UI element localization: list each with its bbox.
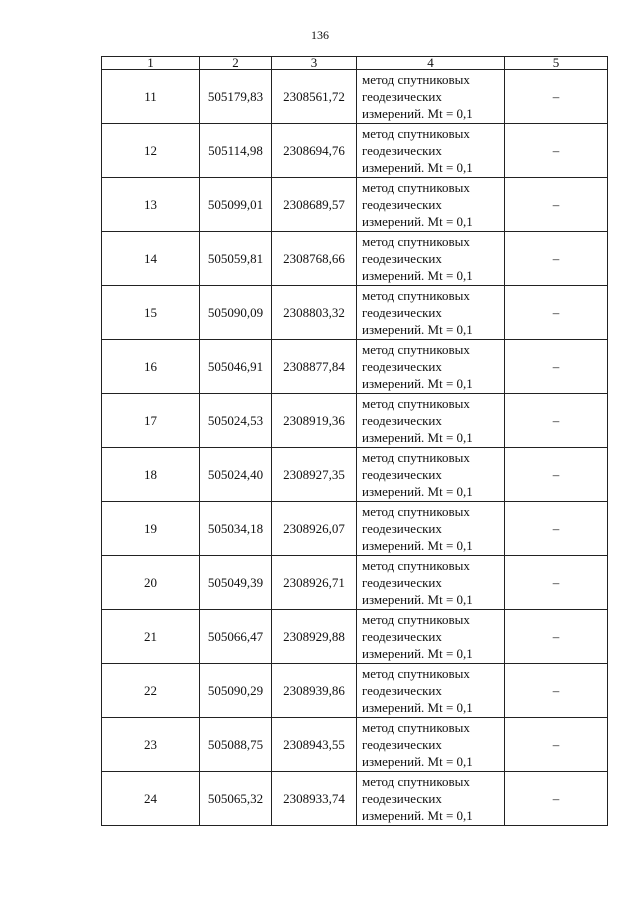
point-number-cell: 11	[102, 70, 200, 124]
y-coordinate-cell: 2308939,86	[272, 664, 357, 718]
method-text-line: метод спутниковых	[362, 342, 470, 357]
note-cell: –	[505, 394, 608, 448]
method-cell	[357, 610, 505, 664]
y-coordinate-cell: 2308803,32	[272, 286, 357, 340]
table-body	[102, 70, 608, 826]
method-text-line: метод спутниковых	[362, 396, 470, 411]
method-cell	[357, 556, 505, 610]
method-text-line: метод спутниковых	[362, 666, 470, 681]
method-cell	[357, 178, 505, 232]
table-row	[102, 772, 608, 826]
method-cell	[357, 394, 505, 448]
method-text-line: метод спутниковых	[362, 774, 470, 789]
page-number: 136	[311, 28, 329, 42]
method-text-line: измерений. Mt = 0,1	[362, 538, 473, 553]
note-cell: –	[505, 772, 608, 826]
point-number-cell: 17	[102, 394, 200, 448]
method-cell	[357, 286, 505, 340]
point-number-cell: 12	[102, 124, 200, 178]
method-text-line: измерений. Mt = 0,1	[362, 376, 473, 391]
point-number-cell: 19	[102, 502, 200, 556]
x-coordinate-cell: 505179,83	[200, 70, 272, 124]
point-number-cell: 15	[102, 286, 200, 340]
x-coordinate-cell: 505049,39	[200, 556, 272, 610]
column-header: 1	[102, 57, 200, 70]
note-cell: –	[505, 610, 608, 664]
method-cell	[357, 664, 505, 718]
column-header: 5	[505, 57, 608, 70]
y-coordinate-cell: 2308877,84	[272, 340, 357, 394]
method-text-line: геодезических	[362, 791, 442, 806]
method-cell	[357, 340, 505, 394]
method-text-line: измерений. Mt = 0,1	[362, 646, 473, 661]
method-text-line: измерений. Mt = 0,1	[362, 700, 473, 715]
method-text-line: геодезических	[362, 413, 442, 428]
x-coordinate-cell: 505024,53	[200, 394, 272, 448]
method-text-line: измерений. Mt = 0,1	[362, 484, 473, 499]
x-coordinate-cell: 505024,40	[200, 448, 272, 502]
method-text-line: метод спутниковых	[362, 720, 470, 735]
method-text-line: геодезических	[362, 359, 442, 374]
method-cell	[357, 502, 505, 556]
method-text-line: измерений. Mt = 0,1	[362, 214, 473, 229]
method-text-line: измерений. Mt = 0,1	[362, 322, 473, 337]
point-number-cell: 22	[102, 664, 200, 718]
method-text-line: геодезических	[362, 737, 442, 752]
y-coordinate-cell: 2308927,35	[272, 448, 357, 502]
note-cell: –	[505, 448, 608, 502]
y-coordinate-cell: 2308926,71	[272, 556, 357, 610]
method-text-line: геодезических	[362, 305, 442, 320]
column-header: 2	[200, 57, 272, 70]
x-coordinate-cell: 505046,91	[200, 340, 272, 394]
table-row	[102, 340, 608, 394]
method-text-line: геодезических	[362, 521, 442, 536]
method-text-line: геодезических	[362, 251, 442, 266]
table-row	[102, 448, 608, 502]
table-row	[102, 70, 608, 124]
method-text-line: метод спутниковых	[362, 72, 470, 87]
table-row	[102, 178, 608, 232]
method-text-line: метод спутниковых	[362, 234, 470, 249]
method-text-line: геодезических	[362, 683, 442, 698]
method-text-line: метод спутниковых	[362, 126, 470, 141]
method-cell	[357, 124, 505, 178]
point-number-cell: 18	[102, 448, 200, 502]
table-row	[102, 556, 608, 610]
method-cell	[357, 70, 505, 124]
point-number-cell: 20	[102, 556, 200, 610]
y-coordinate-cell: 2308926,07	[272, 502, 357, 556]
note-cell: –	[505, 502, 608, 556]
table-row	[102, 124, 608, 178]
table-header-row	[102, 57, 608, 70]
point-number-cell: 23	[102, 718, 200, 772]
y-coordinate-cell: 2308561,72	[272, 70, 357, 124]
method-text-line: геодезических	[362, 143, 442, 158]
method-text-line: геодезических	[362, 575, 442, 590]
table-row	[102, 718, 608, 772]
note-cell: –	[505, 340, 608, 394]
y-coordinate-cell: 2308933,74	[272, 772, 357, 826]
y-coordinate-cell: 2308694,76	[272, 124, 357, 178]
table-row	[102, 664, 608, 718]
note-cell: –	[505, 124, 608, 178]
note-cell: –	[505, 70, 608, 124]
x-coordinate-cell: 505099,01	[200, 178, 272, 232]
method-cell	[357, 448, 505, 502]
column-header: 3	[272, 57, 357, 70]
y-coordinate-cell: 2308919,36	[272, 394, 357, 448]
x-coordinate-cell: 505059,81	[200, 232, 272, 286]
x-coordinate-cell: 505065,32	[200, 772, 272, 826]
method-text-line: измерений. Mt = 0,1	[362, 430, 473, 445]
point-number-cell: 21	[102, 610, 200, 664]
method-text-line: измерений. Mt = 0,1	[362, 160, 473, 175]
method-text-line: геодезических	[362, 197, 442, 212]
point-number-cell: 24	[102, 772, 200, 826]
method-cell	[357, 232, 505, 286]
method-text-line: метод спутниковых	[362, 288, 470, 303]
method-cell	[357, 772, 505, 826]
method-text-line: геодезических	[362, 89, 442, 104]
y-coordinate-cell: 2308943,55	[272, 718, 357, 772]
x-coordinate-cell: 505066,47	[200, 610, 272, 664]
note-cell: –	[505, 178, 608, 232]
method-cell	[357, 718, 505, 772]
note-cell: –	[505, 556, 608, 610]
note-cell: –	[505, 664, 608, 718]
y-coordinate-cell: 2308929,88	[272, 610, 357, 664]
x-coordinate-cell: 505114,98	[200, 124, 272, 178]
method-text-line: измерений. Mt = 0,1	[362, 808, 473, 823]
column-header: 4	[357, 57, 505, 70]
y-coordinate-cell: 2308689,57	[272, 178, 357, 232]
x-coordinate-cell: 505090,09	[200, 286, 272, 340]
table-row	[102, 286, 608, 340]
x-coordinate-cell: 505034,18	[200, 502, 272, 556]
method-text-line: измерений. Mt = 0,1	[362, 592, 473, 607]
point-number-cell: 13	[102, 178, 200, 232]
method-text-line: метод спутниковых	[362, 180, 470, 195]
method-text-line: измерений. Mt = 0,1	[362, 754, 473, 769]
point-number-cell: 14	[102, 232, 200, 286]
x-coordinate-cell: 505090,29	[200, 664, 272, 718]
note-cell: –	[505, 286, 608, 340]
point-number-cell: 16	[102, 340, 200, 394]
method-text-line: метод спутниковых	[362, 504, 470, 519]
method-text-line: геодезических	[362, 629, 442, 644]
table-row	[102, 394, 608, 448]
method-text-line: геодезических	[362, 467, 442, 482]
method-text-line: измерений. Mt = 0,1	[362, 106, 473, 121]
table-row	[102, 610, 608, 664]
method-text-line: метод спутниковых	[362, 450, 470, 465]
note-cell: –	[505, 718, 608, 772]
table-row	[102, 502, 608, 556]
coordinates-table	[101, 56, 608, 826]
method-text-line: измерений. Mt = 0,1	[362, 268, 473, 283]
method-text-line: метод спутниковых	[362, 558, 470, 573]
y-coordinate-cell: 2308768,66	[272, 232, 357, 286]
table-row	[102, 232, 608, 286]
note-cell: –	[505, 232, 608, 286]
method-text-line: метод спутниковых	[362, 612, 470, 627]
x-coordinate-cell: 505088,75	[200, 718, 272, 772]
